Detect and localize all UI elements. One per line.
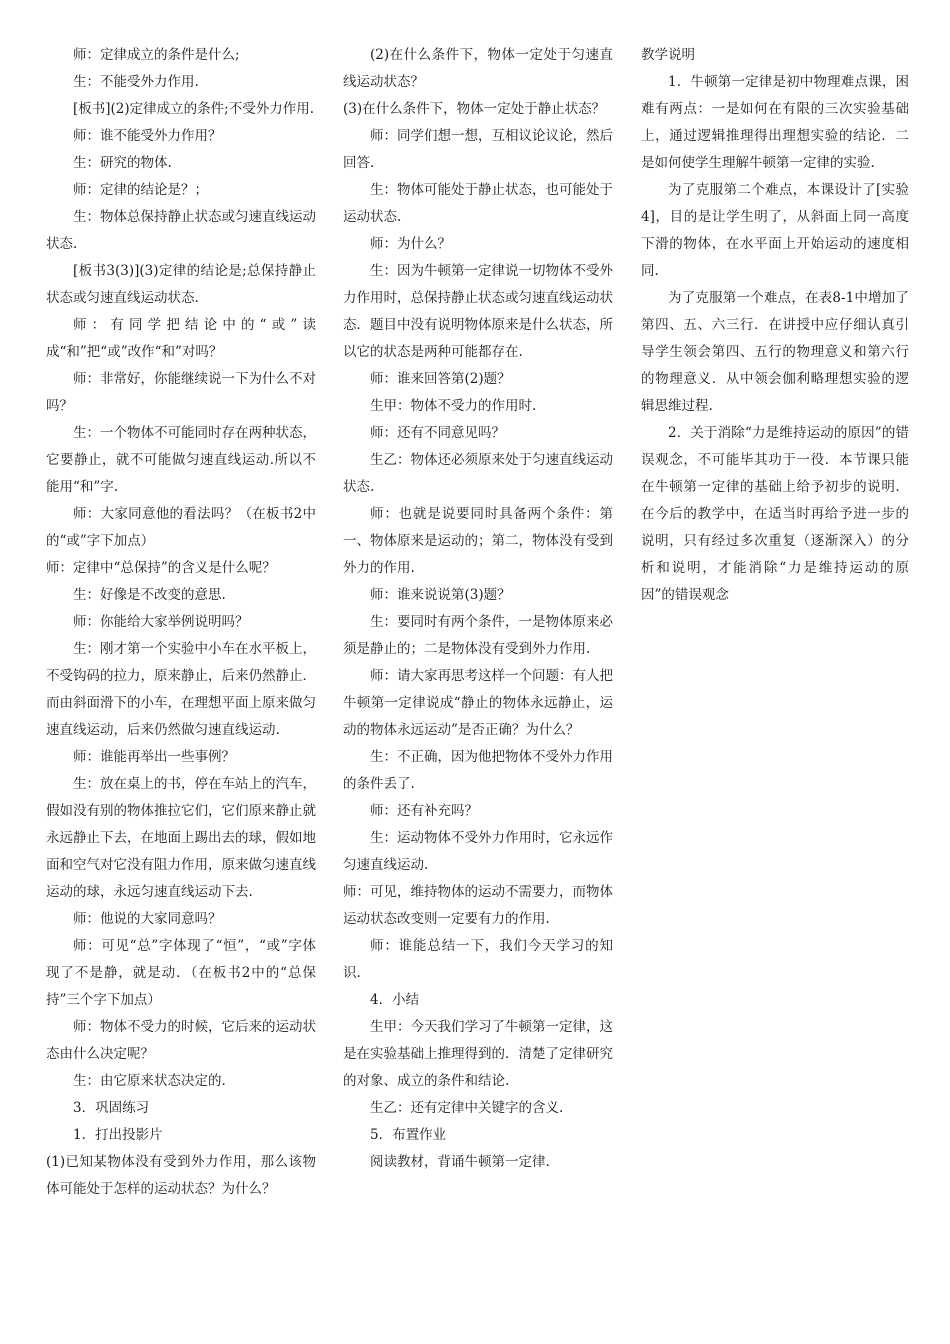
text-column-2 (343, 42, 613, 1176)
text-column-3 (641, 42, 909, 609)
paragraph: (1)已知某物体没有受到外力作用，那么该物体可能处于怎样的运动状态？为什么？ (46, 1154, 316, 1197)
paragraph: 生甲：物体不受力的作用时. (370, 398, 537, 414)
paragraph: 生：要同时有两个条件，一是物体原来必须是静止的；二是物体没有受到外力作用. (343, 614, 613, 657)
paragraph: 师：大家同意他的看法吗？（在板书2中的“或”字下加点） (46, 506, 316, 549)
section-heading: 教学说明 (641, 47, 695, 63)
paragraph: 为了克服第一个难点，在表8-1中增加了第四、五、六三行．在讲授中应仔细认真引导学生领会第四、五行的物理意义和第六行的物理意义．从中领会伽利略理想实验的逻辑思维过程. (641, 290, 909, 414)
text-column-1 (46, 42, 316, 1203)
paragraph: 师：也就是说要同时具备两个条件：第一、物体原来是运动的；第二，物体没有受到外力的作用. (343, 506, 613, 576)
paragraph: 2．关于消除“力是维持运动的原因”的错误观念，不可能毕其功于一役．本节课只能在牛顿第一定律的基础上给予初步的说明．在今后的教学中，在适当时再给予进一步的说明，只有经过多次重复（逐渐深入）的分析和说明，才能消除“力是维持运动的原因”的错误观念 (641, 425, 909, 603)
paragraph: [板书](2)定律成立的条件;不受外力作用. (73, 101, 314, 117)
paragraph: 师：为什么？ (370, 236, 451, 252)
paragraph: (3)在什么条件下，物体一定处于静止状态？ (343, 101, 606, 117)
paragraph: 师：定律中“总保持”的含义是什么呢？ (46, 560, 276, 576)
paragraph: 师：谁来说说第(3)题？ (370, 587, 511, 603)
paragraph: 生：研究的物体. (73, 155, 172, 171)
paragraph: 生：一个物体不可能同时存在两种状态，它要静止，就不可能做匀速直线运动.所以不能用“和”字. (46, 425, 316, 495)
paragraph: 师：请大家再思考这样一个问题：有人把牛顿第一定律说成“静止的物体永远静止，运动的物体永远运动”是否正确？为什么？ (343, 668, 613, 738)
paragraph: 师：谁能再举出一些事例？ (73, 749, 235, 765)
paragraph: 师：定律成立的条件是什么; (73, 47, 240, 63)
paragraph: 师：有同学把结论中的“或”读成“和”把“或”改作“和”对吗？ (46, 317, 316, 360)
paragraph: 师：可见“总”字体现了“恒”，“或”字体现了不是静，就是动．（在板书2中的“总保持”三个字下加点） (46, 938, 316, 1008)
paragraph: 生：运动物体不受外力作用时，它永远作匀速直线运动. (343, 830, 613, 873)
paragraph: 生：放在桌上的书，停在车站上的汽车，假如没有别的物体推拉它们，它们原来静止就永远静止下去，在地面上踢出去的球，假如地面和空气对它没有阻力作用，原来做匀速直线运动的球，永远匀速直线运动下去. (46, 776, 316, 900)
paragraph: 师：你能给大家举例说明吗？ (73, 614, 249, 630)
paragraph: 生：物体可能处于静止状态，也可能处于运动状态. (343, 182, 613, 225)
paragraph: 师：非常好，你能继续说一下为什么不对吗？ (46, 371, 316, 414)
paragraph: 生：物体总保持静止状态或匀速直线运动状态. (46, 209, 316, 252)
paragraph: 生乙：还有定律中关键字的含义. (370, 1100, 564, 1116)
paragraph: 师：他说的大家同意吗？ (73, 911, 222, 927)
paragraph: [板书3(3)](3)定律的结论是;总保持静止状态或匀速直线运动状态. (46, 263, 316, 306)
paragraph: 生：刚才第一个实验中小车在水平板上，不受钩码的拉力，原来静止，后来仍然静止．而由斜面滑下的小车，在理想平面上原来做匀速直线运动，后来仍然做匀速直线运动. (46, 641, 316, 738)
paragraph: 师：谁不能受外力作用？ (73, 128, 222, 144)
paragraph: 生：好像是不改变的意思. (73, 587, 226, 603)
paragraph: 生甲：今天我们学习了牛顿第一定律，这是在实验基础上推理得到的．清楚了定律研究的对象、成立的条件和结论. (343, 1019, 613, 1089)
paragraph: 生：不正确，因为他把物体不受外力作用的条件丢了. (343, 749, 613, 792)
paragraph: 师：还有补充吗？ (370, 803, 478, 819)
paragraph: 生：由它原来状态决定的. (73, 1073, 226, 1089)
paragraph: 1．打出投影片 (73, 1127, 163, 1143)
paragraph: 师：谁能总结一下，我们今天学习的知识. (343, 938, 613, 981)
paragraph: 师：同学们想一想，互相议论议论，然后回答. (343, 128, 613, 171)
paragraph: 师：还有不同意见吗？ (370, 425, 505, 441)
paragraph: 为了克服第二个难点，本课设计了[实验4]，目的是让学生明了，从斜面上同一高度下滑的物体，在水平面上开始运动的速度相同. (641, 182, 909, 279)
paragraph: 师：物体不受力的时候，它后来的运动状态由什么决定呢？ (46, 1019, 316, 1062)
paragraph: 师：定律的结论是？； (73, 182, 208, 198)
paragraph: (2)在什么条件下，物体一定处于匀速直线运动状态？ (343, 47, 613, 90)
paragraph: 阅读教材，背诵牛顿第一定律. (370, 1154, 550, 1170)
section-heading: 3．巩固练习 (73, 1100, 150, 1116)
paragraph: 师：可见，维持物体的运动不需要力，而物体运动状态改变则一定要有力的作用. (343, 884, 613, 927)
paragraph: 1．牛顿第一定律是初中物理难点课，困难有两点：一是如何在有限的三次实验基础上，通过逻辑推理得出理想实验的结论．二是如何使学生理解牛顿第一定律的实验. (641, 74, 909, 171)
section-heading: 4．小结 (370, 992, 420, 1008)
paragraph: 生：不能受外力作用. (73, 74, 199, 90)
paragraph: 生：因为牛顿第一定律说一切物体不受外力作用时，总保持静止状态或匀速直线运动状态．题目中没有说明物体原来是什么状态，所以它的状态是两种可能都存在. (343, 263, 613, 360)
paragraph: 生乙：物体还必须原来处于匀速直线运动状态. (343, 452, 613, 495)
paragraph: 师：谁来回答第(2)题？ (370, 371, 511, 387)
section-heading: 5．布置作业 (370, 1127, 447, 1143)
